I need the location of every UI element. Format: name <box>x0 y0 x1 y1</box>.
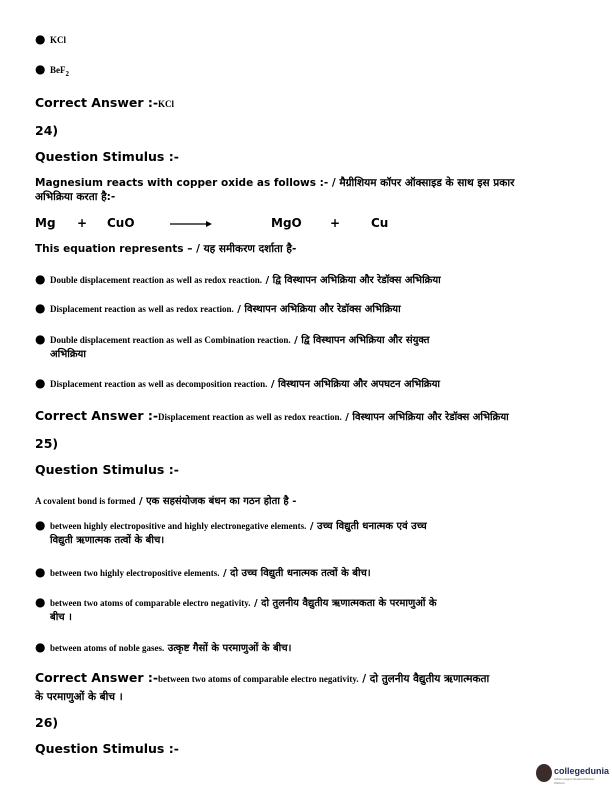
bullet-icon: ● <box>35 595 46 609</box>
q23-option-3: ● KCl <box>35 32 67 46</box>
chemical-equation: Mg + CuO MgO + Cu <box>35 216 389 230</box>
question-stimulus-text: A covalent bond is formed / एक सहसंयोजक बंधन का गठन होता है - <box>35 496 297 507</box>
q24-option-3: ● Double displacement reaction as well as Combination reaction. / द्वि विस्थापन अभिक्रिया और संयुक्त अभिक्रिया <box>35 332 430 360</box>
question-number-25: 25) <box>35 436 59 451</box>
q23-option-4: ● BeF$_2$ <box>35 62 69 78</box>
question-stimulus-label: Question Stimulus :- <box>35 462 179 477</box>
question-number-24: 24) <box>35 123 59 138</box>
bullet-icon: ● <box>35 62 46 76</box>
question-stimulus-text: Magnesium reacts with copper oxide as follows :- / मैग्रीशियम कॉपर ऑक्साइड के साथ इस प्रकार अभिक्रिया करता है:- <box>35 177 515 203</box>
question-sub-text: This equation represents – / यह समीकरण दर्शाता है- <box>35 243 297 255</box>
bullet-icon: ● <box>35 640 46 654</box>
reaction-arrow-icon <box>170 219 212 229</box>
question-stimulus-label: Question Stimulus :- <box>35 149 179 164</box>
q24-option-1: ● Double displacement reaction as well as redox reaction. / द्वि विस्थापन अभिक्रिया और रेडॉक्स अभिक्रिया <box>35 272 441 286</box>
q25-option-1: ● between highly electropositive and highly electronegative elements. / उच्च विद्युती धनात्मक एवं उच्च विद्युती ऋणात्मक तत्वों के बीच। <box>35 518 427 546</box>
q25-option-2: ● between two highly electropositive elements. / दो उच्च विद्युती धनात्मक तत्वों के बीच। <box>35 565 371 579</box>
bullet-icon: ● <box>35 301 46 315</box>
q24-option-4: ● Displacement reaction as well as decomposition reaction. / विस्थापन अभिक्रिया और अपघटन अभिक्रिया <box>35 376 440 390</box>
bullet-icon: ● <box>35 518 46 532</box>
collegedunia-logo: collegedunia India's largest Student Review Platform <box>536 762 604 786</box>
q23-correct-answer: Correct Answer :-KCl <box>35 95 175 110</box>
bullet-icon: ● <box>35 272 46 286</box>
mascot-icon <box>536 764 552 782</box>
bullet-icon: ● <box>35 565 46 579</box>
q25-option-4: ● between atoms of noble gases. उत्कृष्ट गैसों के परमाणुओं के बीच। <box>35 640 292 654</box>
q24-option-2: ● Displacement reaction as well as redox reaction. / विस्थापन अभिक्रिया और रेडॉक्स अभिक्रिया <box>35 301 401 315</box>
q25-option-3: ● between two atoms of comparable electro negativity. / दो तुलनीय वैद्युतीय ऋणात्मकता के परमाणुओं के बीच । <box>35 595 437 623</box>
q24-correct-answer: Correct Answer :-Displacement reaction as well as redox reaction. / विस्थापन अभिक्रिया और रेडॉक्स अभिक्रिया <box>35 408 509 423</box>
bullet-icon: ● <box>35 332 46 346</box>
bullet-icon: ● <box>35 32 46 46</box>
question-number-26: 26) <box>35 715 59 730</box>
q25-correct-answer: Correct Answer :-between two atoms of comparable electro negativity. / दो तुलनीय वैद्युतीय ऋणात्मकता के परमाणुओं के बीच । <box>35 670 490 703</box>
bullet-icon: ● <box>35 376 46 390</box>
question-stimulus-label: Question Stimulus :- <box>35 741 179 756</box>
